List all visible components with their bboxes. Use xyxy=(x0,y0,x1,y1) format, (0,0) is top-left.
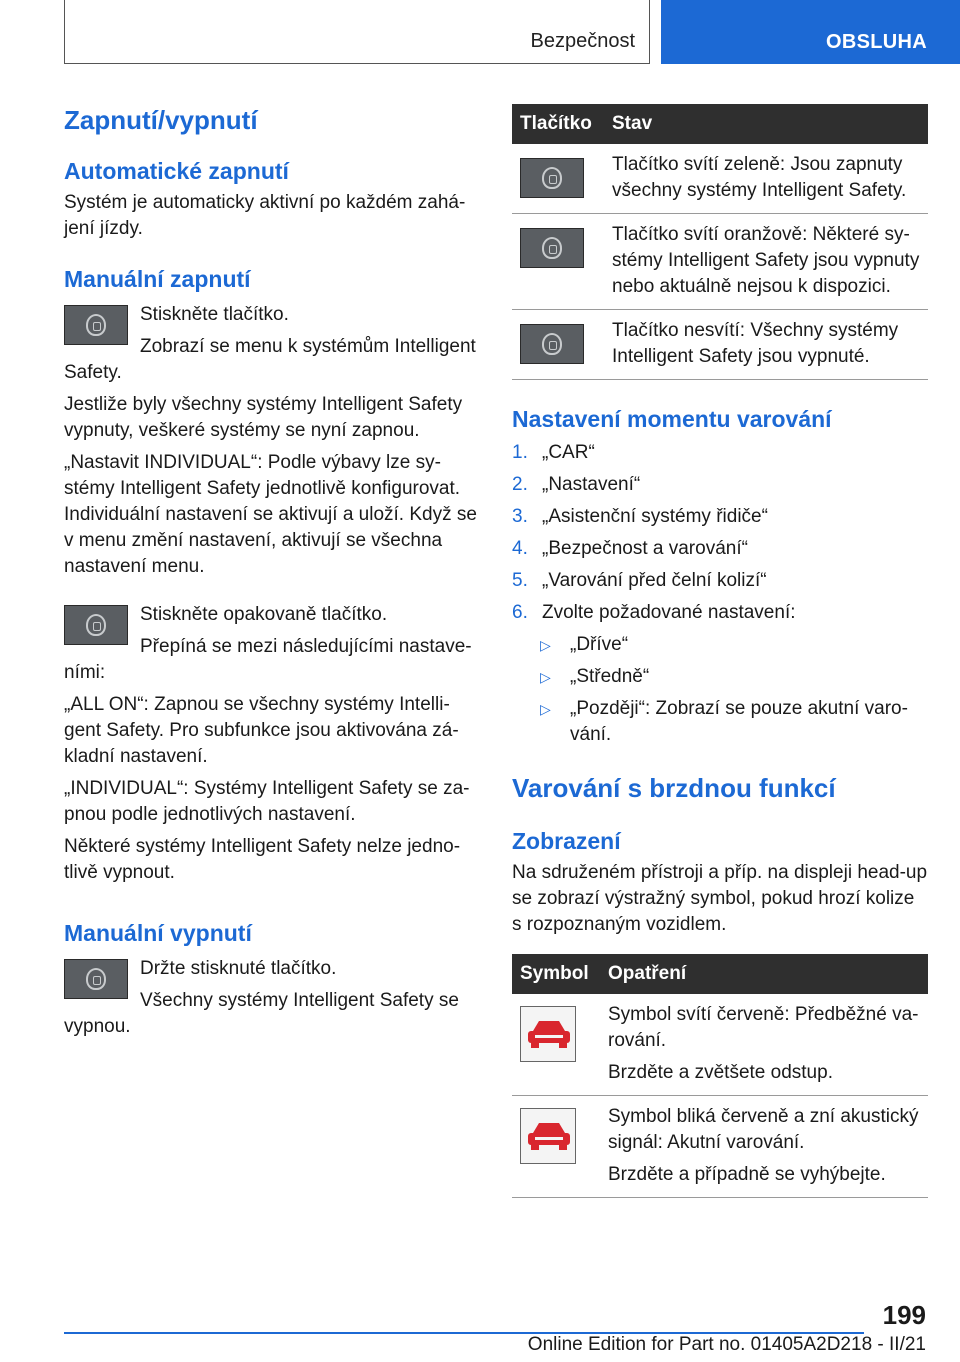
table-header-cell: Stav xyxy=(604,104,928,144)
table-cell-text: Tlačítko nesvítí: Všechny systémy Intelligent Safety jsou vypnuté. xyxy=(604,310,928,380)
page-number: 199 xyxy=(882,1300,926,1330)
table-cell-icon xyxy=(512,310,604,380)
header-chapter-title: OBSLUHA xyxy=(826,31,927,53)
step-result: Přepíná se mezi následujícími nastaveními: xyxy=(64,636,472,683)
list-item: 2. „Nastavení“ xyxy=(512,474,641,495)
display-heading: Zobrazení xyxy=(512,828,621,854)
list-item: 1. „CAR“ xyxy=(512,442,595,463)
footer-edition: Online Edition for Part no. 01405A2D218 - II/21 xyxy=(527,1334,926,1355)
intelligent-safety-button-icon xyxy=(520,324,584,364)
display-text: Na sdruženém přístroji a příp. na displeji head-up se zobrazí výstražný symbol, pokud hrozí kolize s rozpoznaným vozidlem. xyxy=(512,862,928,935)
list-item: 3. „Asistenční systémy řidiče“ xyxy=(512,506,768,527)
table-cell-icon xyxy=(512,1096,600,1198)
step-text: Držte stisknuté tlačítko. xyxy=(140,958,337,979)
step-hold-button xyxy=(64,956,480,1040)
manual-on-heading: Manuální zapnutí xyxy=(64,266,251,292)
table-cell-icon xyxy=(512,214,604,310)
table-row xyxy=(512,144,928,214)
table-header-cell: Tlačítko xyxy=(512,104,604,144)
table-header-cell: Symbol xyxy=(512,954,600,994)
step-result: Všechny systémy Intelligent Safety se vypnou. xyxy=(64,990,459,1037)
settings-steps-list xyxy=(512,440,928,748)
page-title: Zapnutí/vypnutí xyxy=(64,105,258,135)
triangle-bullet-icon: ▷ xyxy=(540,637,551,653)
table-cell-icon xyxy=(512,144,604,214)
list-item: ▷ „Dříve“ xyxy=(512,632,928,658)
left-column xyxy=(64,104,480,1040)
step-text: Stiskněte tlačítko. xyxy=(140,304,289,325)
options-list xyxy=(512,632,928,748)
paragraph-some-systems: Některé systémy Intelligent Safety nelze jednotlivě vypnout. xyxy=(64,836,461,883)
intelligent-safety-button-icon xyxy=(64,959,128,999)
red-car-warning-icon xyxy=(520,1108,576,1164)
header-section-title: Bezpečnost xyxy=(530,30,635,52)
button-status-table xyxy=(512,104,928,380)
right-column xyxy=(512,104,928,1198)
list-item: 4. „Bezpečnost a varování“ xyxy=(512,538,748,559)
table-row xyxy=(512,214,928,310)
red-car-warning-icon xyxy=(520,1006,576,1062)
step-text: Stiskněte opakovaně tlačítko. xyxy=(140,604,388,625)
table-cell-text: Symbol svítí červeně: Předběžné varování. Brzděte a zvětšete odstup. xyxy=(600,994,928,1096)
paragraph-all-off: Jestliže byly všechny systémy Intelligent Safety vypnuty, veškeré systémy se nyní zapnou. xyxy=(64,394,463,441)
symbol-action-table xyxy=(512,954,928,1198)
intelligent-safety-button-icon xyxy=(520,158,584,198)
list-item: 5. „Varování před čelní kolizí“ xyxy=(512,570,767,591)
table-row xyxy=(512,310,928,380)
header-section-box xyxy=(64,0,650,64)
step-press-repeatedly xyxy=(64,602,480,686)
intelligent-safety-button-icon xyxy=(64,305,128,345)
table-cell-text: Tlačítko svítí zeleně: Jsou zapnuty všechny systémy Intelligent Safety. xyxy=(604,144,928,214)
paragraph-all-on: „ALL ON“: Zapnou se všechny systémy Intelligent Safety. Pro subfunkce jsou aktivována základní nastavení. xyxy=(64,694,459,767)
manual-off-heading: Manuální vypnutí xyxy=(64,920,252,946)
triangle-bullet-icon: ▷ xyxy=(540,701,551,717)
table-header-cell: Opatření xyxy=(600,954,928,994)
header-chapter-tab[interactable] xyxy=(661,0,960,64)
list-item: 6. Zvolte požadované nastavení: ▷ „Dříve“ ▷ „Středně“ ▷ „Později“: Zobrazí se pouze akutní varování. xyxy=(512,600,928,748)
auto-on-text: Systém je automaticky aktivní po každém zahájení jízdy. xyxy=(64,192,466,239)
table-cell-text: Tlačítko svítí oranžově: Některé systémy Intelligent Safety jsou vypnuty nebo aktuálně nejsou k dispozici. xyxy=(604,214,928,310)
table-row xyxy=(512,994,928,1096)
paragraph-individual: „Nastavit INDIVIDUAL“: Podle výbavy lze systémy Intelligent Safety jednotlivě konfigurovat. Individuální nastavení se aktivují a uloží. Když se v menu změní nastavení, aktivují se všechna nastavení menu. xyxy=(64,452,477,577)
paragraph-individual-mode: „INDIVIDUAL“: Systémy Intelligent Safety se zapnou podle jednotlivých nastavení. xyxy=(64,778,470,825)
intelligent-safety-button-icon xyxy=(520,228,584,268)
auto-on-heading: Automatické zapnutí xyxy=(64,158,289,184)
table-header-row xyxy=(512,954,928,994)
intelligent-safety-button-icon xyxy=(64,605,128,645)
table-header-row xyxy=(512,104,928,144)
step-press-button xyxy=(64,302,480,386)
brake-warning-title: Varování s brzdnou funkcí xyxy=(512,773,836,803)
step-result: Zobrazí se menu k systémům Intelligent Safety. xyxy=(64,336,476,383)
list-item: ▷ „Později“: Zobrazí se pouze akutní varování. xyxy=(540,698,908,745)
table-row xyxy=(512,1096,928,1198)
table-cell-icon xyxy=(512,994,600,1096)
table-cell-text: Symbol bliká červeně a zní akustický signál: Akutní varování. Brzděte a případně se vyhýbejte. xyxy=(600,1096,928,1198)
list-item: ▷ „Středně“ xyxy=(512,664,928,690)
warning-moment-heading: Nastavení momentu varování xyxy=(512,406,832,432)
triangle-bullet-icon: ▷ xyxy=(540,669,551,685)
